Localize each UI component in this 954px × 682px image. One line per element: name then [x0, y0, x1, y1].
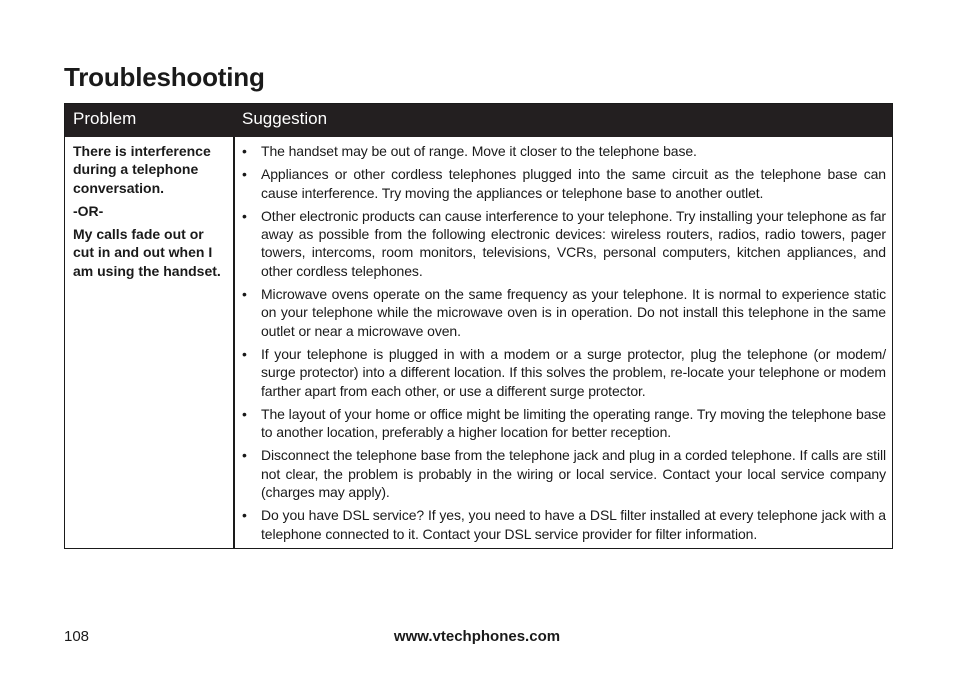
- bullet-icon: •: [242, 207, 247, 224]
- suggestion-text: Appliances or other cordless telephones plugged into the same circuit as the telephone base can cause interference. Try moving the appliances or telephone base to another outlet.: [261, 166, 886, 201]
- suggestion-text: The handset may be out of range. Move it closer to the telephone base.: [261, 143, 697, 159]
- bullet-icon: •: [242, 507, 247, 524]
- suggestion-text: Other electronic products can cause interference to your telephone. Try installing your telephone as far away as possible from the following electronic devices: wireless routers, radios, radio towers, pager towers, intercoms, room monitors, televisions, VCRs, personal computers, kitchen appliances, and other cordless telephones.: [261, 207, 886, 279]
- list-item: [240, 345, 886, 400]
- footer-url: www.vtechphones.com: [393, 628, 561, 645]
- page-title: Troubleshooting: [64, 62, 265, 92]
- suggestion-text: Microwave ovens operate on the same frequency as your telephone. It is normal to experience static on your telephone while the microwave oven is in operation. Do not install this telephone in the same outlet or near a microwave oven.: [261, 286, 886, 339]
- list-item: [240, 446, 886, 501]
- bullet-icon: •: [242, 286, 247, 303]
- bullet-icon: •: [242, 405, 247, 422]
- bullet-icon: •: [242, 447, 247, 464]
- column-divider: [233, 137, 235, 548]
- suggestion-cell: [240, 142, 886, 548]
- bullet-icon: •: [242, 143, 247, 159]
- problem-calls-fade: My calls fade out or cut in and out when I am using the handset.: [73, 226, 221, 279]
- troubleshooting-table: [64, 103, 893, 549]
- list-item: [240, 285, 886, 340]
- problem-interference: There is interference during a telephone conversation.: [73, 143, 211, 196]
- table-header: [65, 104, 892, 137]
- list-item: [240, 506, 886, 543]
- header-suggestion: Suggestion: [242, 109, 328, 128]
- suggestion-text: The layout of your home or office might be limiting the operating range. Try moving the telephone base to another location, preferably a higher location for better reception.: [261, 405, 886, 441]
- page-number: 108: [64, 628, 90, 645]
- suggestion-text: If your telephone is plugged in with a modem or a surge protector, plug the telephone (or modem/ surge protector) into a different location. If this solves the problem, re-locate your telephone or modem farther apart from each other, or use a different surge protector.: [261, 345, 886, 399]
- suggestion-list: [240, 142, 886, 543]
- list-item: [240, 207, 886, 280]
- list-item: [240, 165, 886, 202]
- suggestion-text: Disconnect the telephone base from the telephone jack and plug in a corded telephone. If calls are still not clear, the problem is probably in the wiring or local service. Contact your local service company (charges may apply).: [261, 447, 886, 501]
- problem-cell: [73, 142, 228, 285]
- list-item: [240, 405, 886, 442]
- header-problem: Problem: [73, 109, 137, 128]
- problem-or-separator: -OR-: [73, 202, 104, 219]
- bullet-icon: •: [242, 166, 247, 183]
- list-item: [240, 142, 886, 160]
- suggestion-text: Do you have DSL service? If yes, you need to have a DSL filter installed at every telephone jack with a telephone connected to it. Contact your DSL service provider for filter information.: [261, 507, 886, 542]
- bullet-icon: •: [242, 345, 247, 362]
